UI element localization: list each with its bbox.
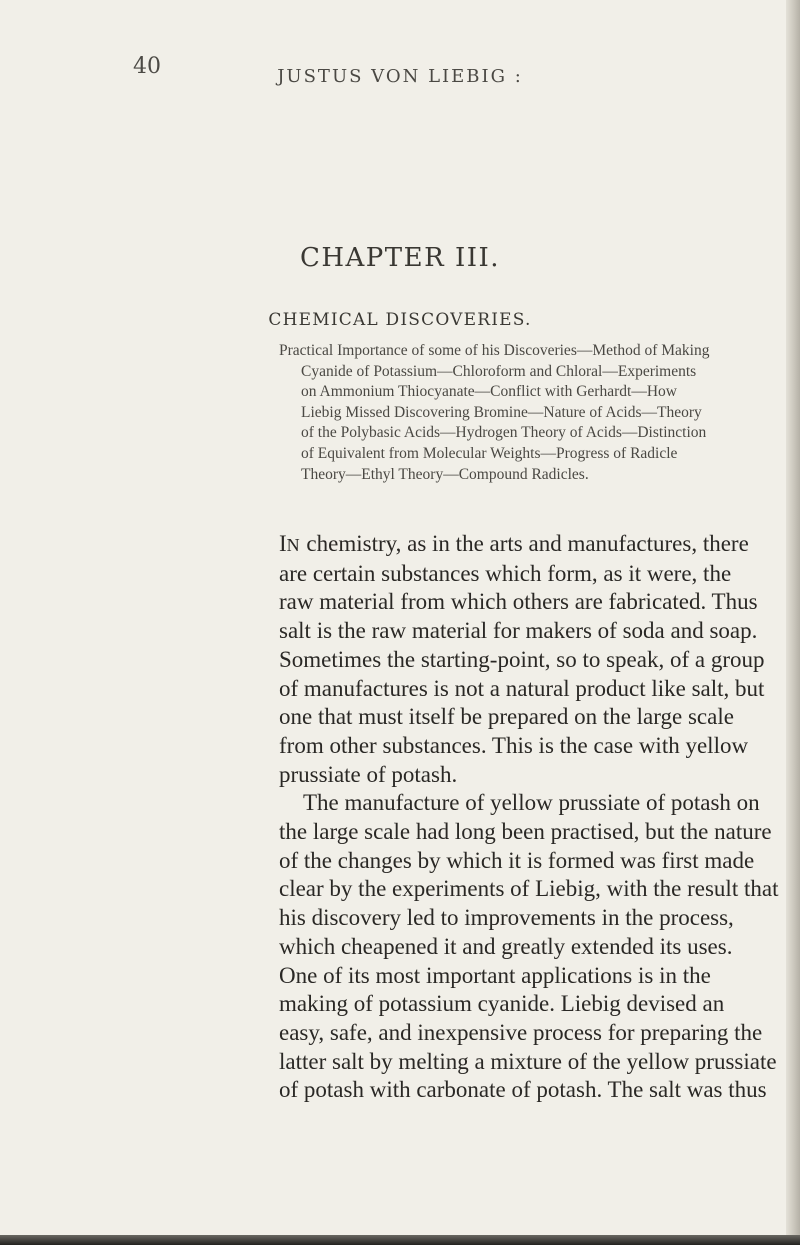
body-line: the large scale had long been practised, but the nature xyxy=(279,819,772,845)
page-edge xyxy=(786,0,800,1245)
body-line: of the changes by which it is formed was first made xyxy=(279,847,755,873)
chapter-summary xyxy=(279,341,717,485)
body-line: One of its most important applications is in the xyxy=(279,962,711,988)
body-line: of potash with carbonate of potash. The salt was thus xyxy=(279,1077,767,1103)
body-line: prussiate of potash. xyxy=(279,761,458,787)
body-line: which cheapened it and greatly extended its uses. xyxy=(279,933,733,959)
summary-line: Liebig Missed Discovering Bromine—Nature of Acids—Theory xyxy=(301,403,702,421)
body-line: clear by the experiments of Liebig, with the result that xyxy=(279,876,779,902)
summary-line: Cyanide of Potassium—Chloroform and Chloral—Experiments xyxy=(301,362,697,380)
initial-letter: I xyxy=(279,531,287,556)
body-line: one that must itself be prepared on the large scale xyxy=(279,704,734,730)
initial-smallcap: N xyxy=(286,535,301,555)
page-number: 40 xyxy=(133,54,161,79)
summary-line: on Ammonium Thiocyanate—Conflict with Gerhardt—How xyxy=(301,383,677,401)
body-line xyxy=(279,530,749,560)
page-bottom-shadow xyxy=(0,1235,800,1245)
first-line-text: chemistry, as in the arts and manufactures, there xyxy=(300,531,749,556)
body-line: are certain substances which form, as it were, the xyxy=(279,560,732,586)
body-line: raw material from which others are fabricated. Thus xyxy=(279,589,758,615)
body-line: Sometimes the starting-point, so to speak, of a group xyxy=(279,646,765,672)
summary-line: Theory—Ethyl Theory—Compound Radicles. xyxy=(301,465,589,483)
body-line: easy, safe, and inexpensive process for preparing the xyxy=(279,1019,763,1045)
chapter-subtitle: CHEMICAL DISCOVERIES. xyxy=(268,310,532,330)
body-line: The manufacture of yellow prussiate of potash on xyxy=(303,790,760,816)
body-line: from other substances. This is the case with yellow xyxy=(279,732,749,758)
summary-line: Practical Importance of some of his Discoveries—Method of Making xyxy=(279,342,710,359)
body-line: latter salt by melting a mixture of the yellow prussiate xyxy=(279,1048,777,1074)
body-text xyxy=(279,530,779,1105)
summary-line: of Equivalent from Molecular Weights—Progress of Radicle xyxy=(301,444,678,462)
body-line: salt is the raw material for makers of soda and soap. xyxy=(279,618,758,644)
chapter-title: CHAPTER III. xyxy=(299,243,501,273)
running-head: JUSTUS VON LIEBIG : xyxy=(277,66,523,87)
body-line: his discovery led to improvements in the process, xyxy=(279,905,734,931)
body-line: of manufactures is not a natural product like salt, but xyxy=(279,675,765,701)
body-line: making of potassium cyanide. Liebig devised an xyxy=(279,991,725,1017)
summary-line: of the Polybasic Acids—Hydrogen Theory of Acids—Distinction xyxy=(301,424,707,442)
